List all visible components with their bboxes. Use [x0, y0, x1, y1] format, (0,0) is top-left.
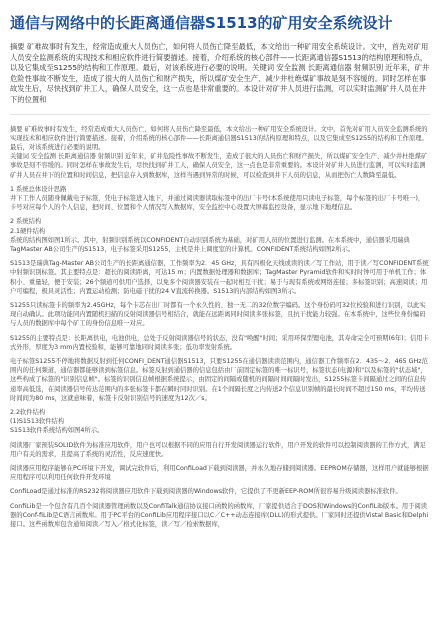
paragraph-s1513: S1513是瑞典Tag-Master AB公司生产的长距离通信器，工作频率为2．45 GHz，具有四极化天线或读的读／写工作站，用于读／写CONFIDENT系统中射频识别标签。其主要特点是：超长的阅读距离，可达15 m；内置数据处理器和数据库；TagMaster Pyramid软件和实时时钟可用于单机工作；体积小、重量轻，便于安装；26个频道可供用户选择，以免多个阅读器安装在一起时相互干扰；易于与现有系统或网络连接；多标签识别；高速阅读；用户可编程，极具灵活性；内置运动检测；防电磁干扰的24 V直流转换器。S1513的内部结构如图3所示。 [10, 260, 429, 295]
paragraph-pc-development: 阅读器应用程序能够在PC环境下开发，调试完软件后，利用ConfiLoad下载到阅读器，并永久地存储到阅读器。EEPROM存储器，这样用户就能够根据应用程序可以利用任何软件开发环境 [10, 465, 429, 482]
paragraph-confilib: ConfiLib是一个包含有几百个阅读器管理函数以及ConfiTalk通信协议接口函数的函数库，厂家提供适合于DOS和Windows的ConfiLib版本。用于阅读器的Conf-fiLib是C语言函数库。用于PC平台的ConfiLib应用程序接口以C／C++动态连接库(DLL)的形式提供。厂家同时还提供Vistal Basic和Delphi接口。这些函数库包含通知阅读／写入／格式化标签，读／写／检索数据库， [10, 502, 429, 529]
paragraph-hardware-structure: 系统的结构图如图1所示。其中，射频识别系统以CONFIDENT自动识别系统为基础，对矿用人员的位置进行监测。在本系统中，通信器采用瑞典TagMaster AB公司生产的S1513，电子标签采用S1255，主机是井上调度室的计算机。CONFIDENT系统结构如图2所示。 [10, 236, 410, 253]
paragraph-design-idea: 井下工作人员随身佩戴电子标签，凭电子标签进入地下，并通过阅读器读取标签中的出厂卡号(本系统使用只读电子标签，每个标签的出厂卡号唯一)，卡号对应每个人的个人信息，把时间、位置和个人情况写入数据库，安全监控中心设置大屏幕监控设备，显示地下地理信息。 [10, 194, 425, 212]
document-body [10, 125, 430, 530]
page-title: 通信与网络中的长距离通信器S1513的矿用安全系统设计 [10, 14, 393, 32]
paragraph-s1255-features: S1255的主要特点是：长距离供电，电池供电，总处于反射阅读器信号的状态，没有"唤醒"时间；采用环保型锂电池，其寿命完全可预期(6年)；信用卡式外形，厚度为3 mm内置校验和，能够可靠地同时阅读多张；低功率发射系统。 [10, 334, 429, 351]
heading-s1513-software: (1)S1513软件结构 [10, 418, 65, 426]
paragraph-fig4: S1513软件系统结构如图4所示。 [10, 427, 104, 435]
abstract-text: 摘要 矿难故事时有发生，经常造成重大人员伤亡，如何将人员伤亡降至最低，本文给出一种矿用安全系统设计。文中，首先对矿用人员安全监测系统的实现技术和相应软件进行简要描述。接着，介绍系统的核心部件——长距离通信器S1513的结构原理和特点，以及它集成至S1255的结构和工作原理。最后，对该系统进行必要的说明。关键词 安全监测 长距离通信器 射频识别 近年来，矿井危险性事故不断发生，造成了很大的人员伤亡和财产损失，所以煤矿安全生产、减少井杜绝煤矿事故是刻不容缓的。同时怎样在事故发生后，尽快找到矿井工人，确保人员安全，这一点也是非常重要的。本设计对矿井人员进行监测，可以实时监测矿井人员在井下的位置和 [10, 42, 430, 104]
heading-section-2-1: 2.1硬件结构 [10, 227, 46, 235]
heading-section-2-2: 2.2软件结构 [10, 409, 46, 417]
heading-section-1: 1 系统总体设计思路 [10, 185, 67, 193]
paragraph-confiload: ConfiLoad是通过标准的RS232将阅读器应用软件下载到阅读器的Windows软件，它提供了不更新EEP-ROM所很容易升级阅读器标准软件。 [10, 488, 402, 496]
paragraph-s1255-tag: S1255只读标签卡的频率为2.45GHz，每个卡芯在出厂时都有一个永久性的、独一无二的32位数字编码。这个身份码可32位校验和进行识别，以此实现自动确认。此项功能同内置随机扫描的反射阅读器信号相结合，就能在远距离同时阅读多张标签，且抗干扰能力较强。在本系统中，这些位身份编码与人员的数据库中每个矿工的身份信息唯一对应。 [10, 302, 426, 328]
abstract-preview [10, 42, 430, 115]
paragraph-tag-reflection: 电子标签S1255不停地将数据反射到任何CONFI_DENT通信器S1513，只要S1255在通信器读读范围内，通信器工作频率在2．435～2．465 GHz范围内的任何频道，通信器都能够读到标签信息。标签反射到通信器的信息包括由厂前固定标签的唯一标识号，标签状态(电源)和"以及标签的"状态域"，这些构成了标签的"识别信息帧"。标签的识别信息帧根据系统提示，由固定的间隔或随机的间隔时间间隔时发出，S1255标签卡间隔通过之间的信息传递率高低选，在阅读器信号传达范围内的多张标签卡都在瞬时同时识别。在1个间隔长度之内传送2个信息识别帧的最长时间不超过150 ms，平均传送时间间为80 ms，这就意味着，标签卡反射识别信号的速度为12次／s。 [10, 358, 428, 402]
body-keywords-intro: 关键词 安全监测 长距离通信器 射频识别 近年来，矿井危险性事故不断发生，造成了很大的人员伤亡和财产损失，所以煤矿安全生产、减少井杜绝煤矿事故是刻不容缓的。同时怎样在事故发生后，尽快找到矿井工人，确保人员安全，这一点也是非常重要的。本设计对矿井人员进行监测，可以实时监测矿井人员在井下的位置和时间信息，把信息存入到数据库，这样当遇到异常的时候，可以检查到井下人员的信息，从而把伤亡人数降至最低。 [10, 153, 428, 179]
body-abstract: 摘要 矿难故事时有发生，经常造成重大人员伤亡，如何将人员伤亡降至最低，本文给出一种矿用安全系统设计。文中，首先对矿用人员安全监测系统的实现技术和相应软件进行简要描述。接着，介绍系统的核心部件——长距离通信器S1513的结构原理和特点，以及它集成至S1255的结构和工作原理。最后，对该系统进行必要的说明。 [10, 125, 428, 151]
paragraph-solid-software: 阅读器厂家预装SOLID软件为标准应用软件，用户也可以根据不同的应用自行开发阅读器运行软件，用户开发的软件可以控制阅读器的工作方式，满足用户有关的需求，且提高了系统的灵活性，反应速度快。 [10, 441, 426, 458]
heading-section-2: 2 系统结构 [10, 218, 42, 226]
